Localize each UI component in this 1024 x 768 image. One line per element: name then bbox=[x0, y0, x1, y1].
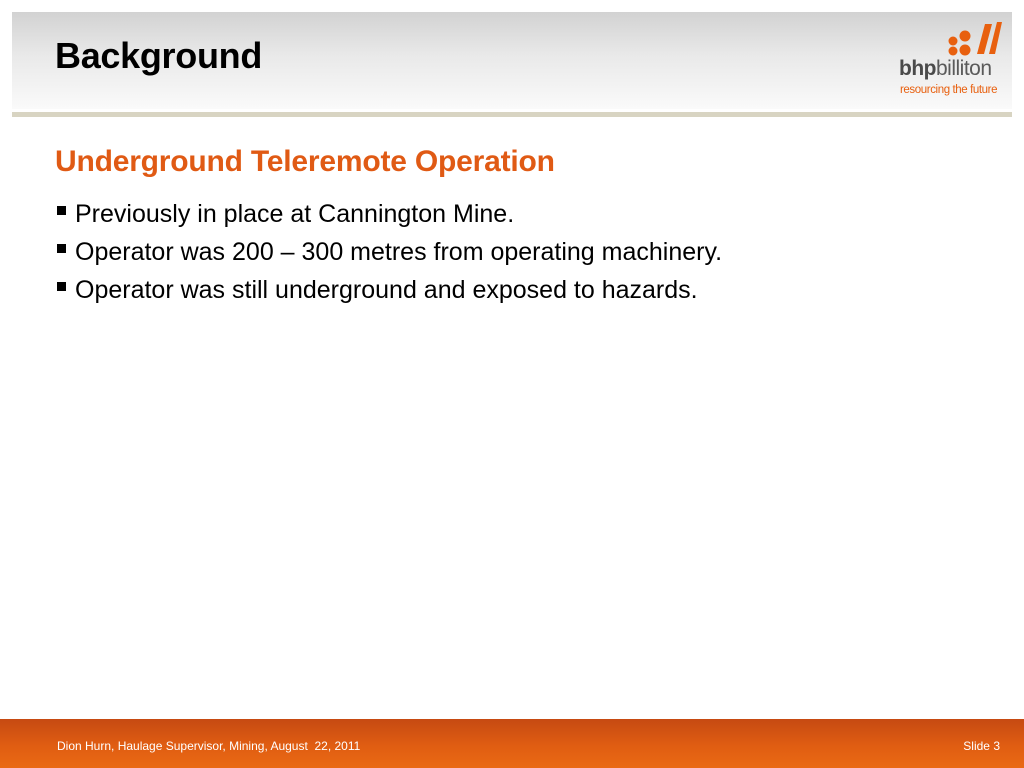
footer-presenter-info: Dion Hurn, Haulage Supervisor, Mining, August 22, 2011 bbox=[57, 739, 361, 753]
bullet-text: Operator was 200 – 300 metres from operating machinery. bbox=[75, 238, 723, 266]
logo-wordmark bbox=[899, 56, 992, 82]
logo-tagline: resourcing the future bbox=[900, 84, 998, 96]
logo-mark-icon bbox=[948, 20, 1002, 56]
header-divider bbox=[12, 112, 1012, 117]
square-bullet-icon bbox=[57, 206, 66, 215]
company-logo bbox=[896, 20, 1006, 100]
bullet-text: Operator was still underground and exposed to hazards. bbox=[75, 276, 698, 304]
logo-word-billiton: billiton bbox=[935, 57, 992, 80]
slide-title: Background bbox=[55, 35, 263, 76]
slide-number: Slide 3 bbox=[963, 739, 1000, 753]
square-bullet-icon bbox=[57, 282, 66, 291]
section-subheading: Underground Teleremote Operation bbox=[55, 145, 555, 178]
logo-word-bhp: bhp bbox=[899, 57, 936, 80]
footer-bar bbox=[0, 719, 1024, 768]
square-bullet-icon bbox=[57, 244, 66, 253]
bullet-text: Previously in place at Cannington Mine. bbox=[75, 200, 515, 228]
